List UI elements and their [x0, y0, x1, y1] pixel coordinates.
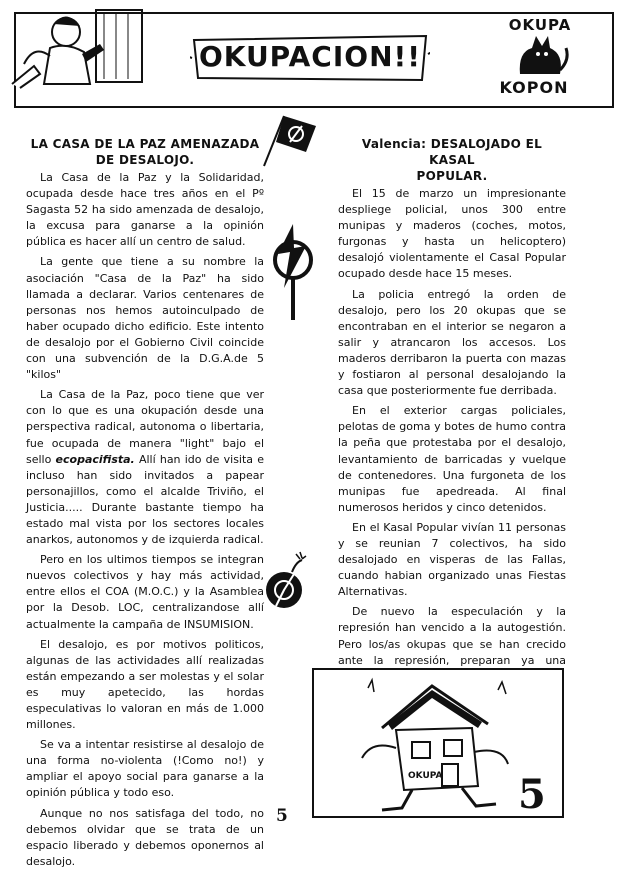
left-paragraph-6: Se va a intentar resistirse al desalojo de una forma no-violenta (!Como no!) y ampliar el apoyo social para ganarse a la opinión pública y todo eso. [26, 738, 264, 800]
left-paragraph-5: El desalojo, es por motivos politicos, algunas de las actividades allí realizadas están empezando a ser molestas y el solar es muy apetecido, las hordas especulativas lo valoran en más de 1.000 millones. [26, 637, 264, 732]
cat-logo-icon [510, 30, 570, 80]
right-paragraph-2: La policia entregó la orden de desalojo, pero los 20 okupas que se encontraban en el interior se negaron a salir y atrancaron los accesos. Los maderos derribaron la puerta con mazas y fostiaron al personal desalojando la casa que posteriormente fue derribada. [338, 287, 566, 398]
cartoon-sign: OKUPA [408, 771, 443, 781]
left-paragraph-4: Pero en los ultimos tiempos se integran nuevos colectivos y hay más actividad, entre ellos el COA (M.O.C.) y la Asamblea por la Desob. LOC, centralizandose allí actualmente la campaña de INSUMISION. [26, 553, 264, 631]
right-paragraph-4: En el Kasal Popular vivían 11 personas y se reunian 7 colectivos, ha sido desalojado en visperas de las Fallas, cuando habian organizado unas Fiestas Alternativas. [338, 520, 566, 599]
right-paragraph-3: En el exterior cargas policiales, pelotas de goma y botes de humo contra la peña que protestaba por el desalojo, levantamiento de barricadas y vuelque de contenedores. Una furgoneta de los munipas fue apedreada. Al final numerosos heridos y cinco detenidos. [338, 404, 566, 514]
left-paragraph-1: La Casa de la Paz y la Solidaridad, ocupada desde hace tres años en el Pº Sagasta 52 ha sido amenzada de desalojo, la excusa para ganarse a la opinión pública es hacer allí un centro de salud. [26, 171, 264, 249]
logo-bottom-text: KOPON [499, 78, 569, 97]
left-article-title: LA CASA DE LA PAZ AMENAZADA DE DESALOJO. [30, 137, 260, 167]
left-article [26, 136, 264, 874]
header-title: OKUPACION!! [198, 40, 422, 73]
right-article-title: Valencia: DESALOJADO EL KASAL POPULAR. [361, 137, 543, 183]
running-house-cartoon [312, 668, 564, 818]
right-paragraph-1: El 15 de marzo un impresionante despliege policial, unos 300 entre munipas y maderos (coches, motos, furgonas y hasta un helicoptero) desalojó violentamente el Casal Popular ocupado desde hace 15 meses. [338, 187, 566, 281]
left-paragraph-3: La Casa de la Paz, poco tiene que ver con lo que es una okupación desde una perspectiva radical, autonoma o libertaria, fue ocupada de manera "light" bajo el sello ecopacifista. Allí han ido de visita e incluso han sido invitados a papear personajillos, como el alcalde Triviño, el Justicia..... Durante bastante tiempo ha estado mal vista por los sectores locales anarkos, autonomos y de izquierda radical. [26, 388, 264, 547]
cartoon-page-number: 5 [518, 771, 546, 818]
left-paragraph-2: La gente que tiene a su nombre la asociación "Casa de la Paz" ha sido llamada a declarar. Varios centenares de personas nos hemos autoinculpado de haber ocupado dicho edificio. Este intento de desalojo por el Gobierno Civil coincide con una subvención de la D.G.A.de 5 "kilos" [26, 255, 264, 382]
right-paragraph-5: De nuevo la especulación y la represión han vencido a la autogestión. Pero los/as okupas que se han crecido ante la represión, preparan ya una [338, 605, 566, 667]
squat-symbol-icon [270, 216, 316, 324]
squat-flag-icon [258, 112, 322, 168]
left-paragraph-7: Aunque no nos satisfaga del todo, no debemos olvidar que se trata de un espacio liberado y debemos oponernos al desalojo. [26, 806, 264, 868]
right-article [338, 136, 566, 689]
page-number: 5 [276, 806, 288, 826]
squatter-drawing-icon [4, 4, 154, 90]
logo-top-text: OKUPA [508, 16, 572, 34]
bomb-icon [262, 550, 308, 612]
